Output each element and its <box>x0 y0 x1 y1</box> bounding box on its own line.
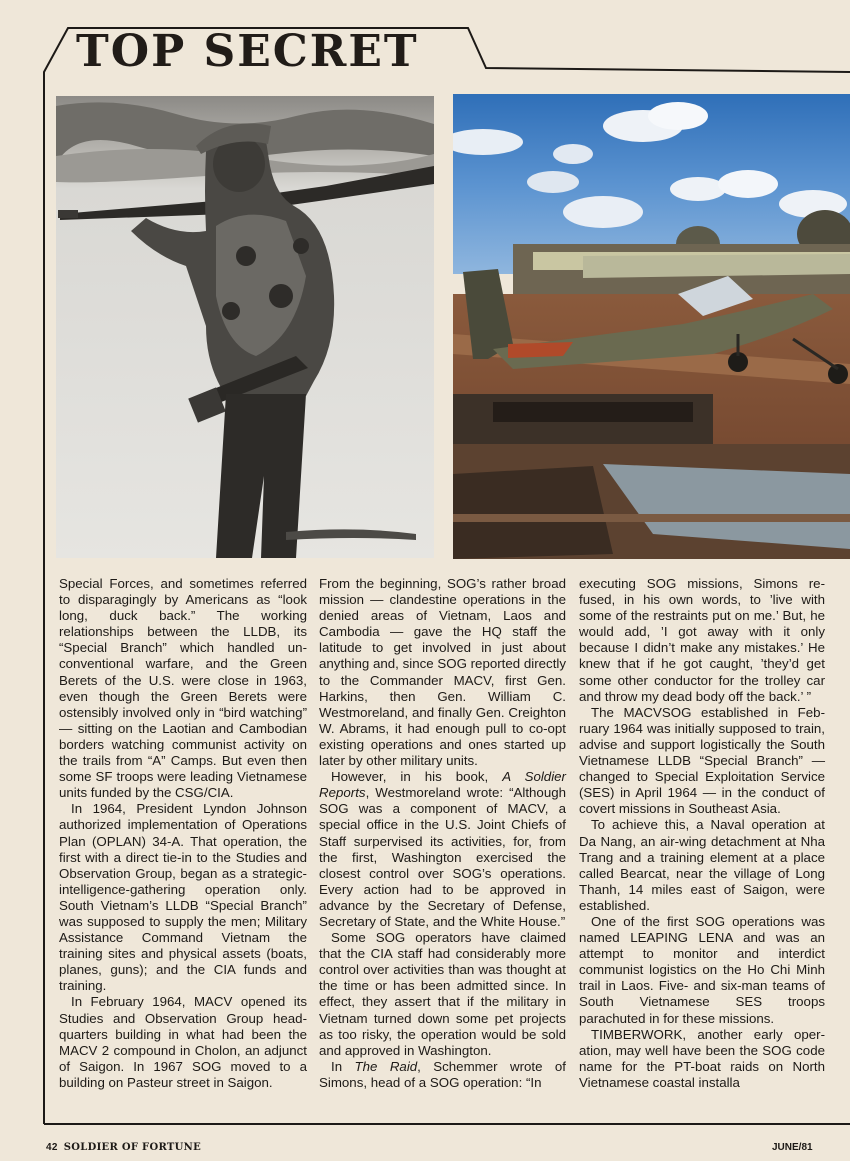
text-run: In <box>331 1058 355 1074</box>
paragraph: From the beginning, SOG’s rather broad mission — clandestine operations in the denied areas of Vietnam, Laos and Cambodia — gave the HQ staff the latitude to get involved in just about anything and, since SOG reported directly to the Commander MACV, first Gen. Harkins, then Gen. William C. Westmoreland, and finally Gen. Creighton W. Abrams, it had enough pull to co-opt existing operations and ones started up later by other military units. <box>319 576 566 769</box>
text-column-3 <box>579 576 825 1091</box>
text-run: However, in his book, <box>331 769 503 785</box>
soldier-photo <box>56 96 434 558</box>
book-title: The Raid <box>354 1058 418 1074</box>
paragraph: TIMBERWORK, another early operation, may well have been the SOG code name for the PT-boat raids on North Vietnamese coastal installa <box>579 1026 825 1090</box>
paragraph <box>319 769 566 930</box>
issue-date: JUNE/81 <box>772 1142 813 1153</box>
paragraph: Special Forces, and sometimes referred to disparagingly by Americans as “look long, duck back.” The working relationships between the LLDB, its “Special Branch” which handled unconventional warfare, and the Green Berets of the U.S. were close in 1963, even though the Green Berets were ostensibly involved only in “bird watching” — sitting on the Laotian and Cambodian borders watching communist activity on the trails from “A” Camps. But even then some SF troops were leading Vietnamese units funded by the CSG/CIA. <box>59 576 307 801</box>
text-run: , Westmoreland wrote: “Although SOG was a component of MACV, a special office in the U.S. Joint Chiefs of Staff surpervised its activities, for, from the first, Washington exercised the closest control over SOG’s operations. Every action had to be approved in advance by the Secretary of Defense, Secretary of State, and the White House.” <box>319 785 566 929</box>
paragraph: To achieve this, a Naval operation at Da Nang, an air-wing detachment at Nha Trang and a training element at a place called Bearcat, near the village of Long Thanh, 14 miles east of Saigon, were established. <box>579 817 825 913</box>
book-title: A Soldier Reports <box>319 769 566 801</box>
text-column-2 <box>319 576 566 1091</box>
aircraft-photo <box>453 94 850 559</box>
paragraph: The MACVSOG established in February 1964 was initially supposed to train, advise and support logistically the South Vietnamese LLDB “Special Branch” — changed to Special Exploitation Service (SES) in April 1964 — in the conduct of covert missions in Southeast Asia. <box>579 704 825 817</box>
paragraph: executing SOG missions, Simons refused, in his own words, to ’live with some of the restraints put on me.’ But, he would add, ’I got away with it only because I didn’t make any mistakes.’ He knew that if he got caught, ’they’d get some other conductor for the trolley car and throw my dead body off the back.’ ” <box>579 576 825 704</box>
paragraph: In February 1964, MACV opened its Studies and Observation Group headquarters building in what had been the MACV 2 compound in Cholon, an adjunct of Saigon. In 1967 SOG moved to a building on Pasteur street in Saigon. <box>59 994 307 1090</box>
text-column-1 <box>59 576 307 1091</box>
footer-publication <box>46 1142 201 1153</box>
paragraph: In 1964, President Lyndon Johnson authorized implementation of Operations Plan (OPLAN) 34-A. That operation, the first with a direct tie-in to the Studies and Observation Group, began as a strategic-intelligence-gathering operation only. South Vietnam’s LLDB “Special Branch” was supposed to supply the men; Military Assistance Command Vietnam the training sites and physical assets (boats, planes, guns); and the CIA funds and training. <box>59 801 307 994</box>
paragraph <box>319 1059 566 1091</box>
paragraph: Some SOG operators have claimed that the CIA staff had considerably more control over activities than was thought at the time or has been admitted since. In effect, they assert that if the military in Vietnam turned down some pet projects as too risky, the operation would be sold and approved in Washington. <box>319 930 566 1058</box>
page-number: 42 <box>46 1142 58 1153</box>
publication-name: SOLDIER OF FORTUNE <box>63 1142 202 1153</box>
paragraph: One of the first SOG operations was named LEAPING LENA and was an attempt to monitor and interdict communist logistics on the Ho Chi Minh trail in Laos. Five- and six-man teams of South Vietnamese SES troops parachuted in for these missions. <box>579 913 825 1026</box>
page-title: TOP SECRET <box>76 26 419 77</box>
text-run: , Schemmer wrote of Simons, head of a SOG operation: “In <box>319 1058 566 1090</box>
